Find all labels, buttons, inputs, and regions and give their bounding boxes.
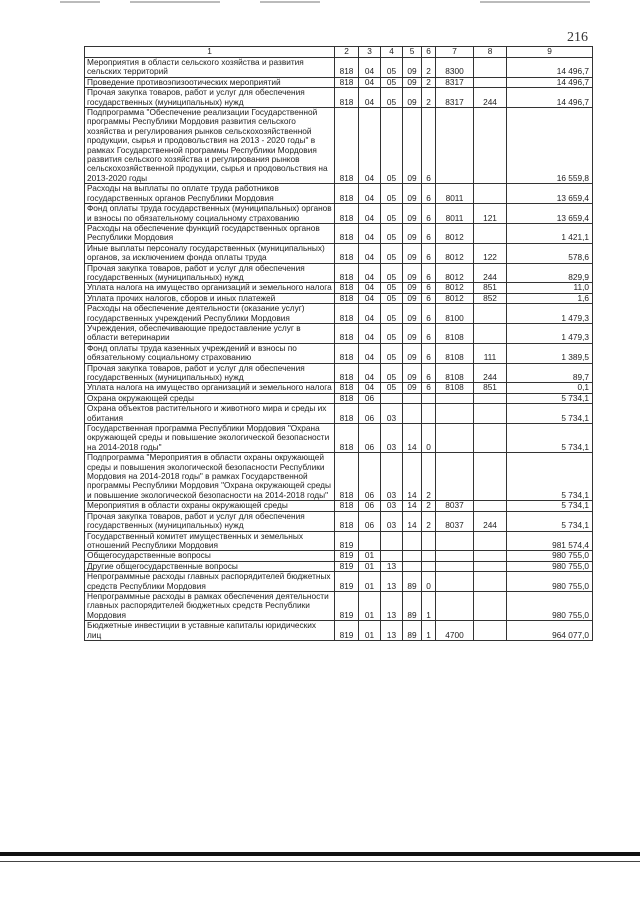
amount-cell: 980 755,0 [507, 591, 593, 620]
subprogram-cell: 2 [422, 58, 436, 78]
table-row [85, 77, 593, 87]
subsection-cell [381, 551, 403, 561]
subsection-cell: 05 [381, 263, 403, 283]
subsection-cell: 05 [381, 108, 403, 184]
amount-cell: 14 496,7 [507, 88, 593, 108]
amount-cell: 13 659,4 [507, 184, 593, 204]
table-row [85, 561, 593, 571]
table-row [85, 404, 593, 424]
row-name-cell: Охрана окружающей среды [85, 393, 335, 403]
section-cell: 04 [359, 363, 381, 383]
table-row [85, 572, 593, 592]
direction-cell: 8011 [436, 204, 474, 224]
program-cell: 09 [403, 223, 422, 243]
subprogram-cell: 6 [422, 223, 436, 243]
admin-code-cell: 818 [335, 77, 359, 87]
row-name-cell: Иные выплаты персоналу государственных (муниципальных) органов, за исключением фонда оплаты труда [85, 243, 335, 263]
column-header: 4 [381, 47, 403, 58]
subprogram-cell: 2 [422, 511, 436, 531]
table-row [85, 531, 593, 551]
expense-type-cell [474, 404, 507, 424]
subsection-cell: 03 [381, 453, 403, 501]
subsection-cell: 03 [381, 501, 403, 511]
amount-cell: 980 755,0 [507, 551, 593, 561]
section-cell: 06 [359, 511, 381, 531]
section-cell: 04 [359, 204, 381, 224]
expense-type-cell: 851 [474, 383, 507, 393]
amount-cell: 0,1 [507, 383, 593, 393]
subsection-cell [381, 393, 403, 403]
direction-cell [436, 591, 474, 620]
admin-code-cell: 818 [335, 404, 359, 424]
subprogram-cell: 2 [422, 88, 436, 108]
amount-cell: 1 479,3 [507, 323, 593, 343]
section-cell: 01 [359, 591, 381, 620]
row-name-cell: Фонд оплаты труда государственных (муниципальных) органов и взносы по обязательному социальному страхованию [85, 204, 335, 224]
row-name-cell: Уплата прочих налогов, сборов и иных платежей [85, 293, 335, 303]
program-cell: 09 [403, 184, 422, 204]
expense-type-cell [474, 304, 507, 324]
section-cell: 04 [359, 58, 381, 78]
admin-code-cell: 818 [335, 58, 359, 78]
subprogram-cell: 6 [422, 184, 436, 204]
subsection-cell: 05 [381, 184, 403, 204]
table-row [85, 58, 593, 78]
subsection-cell: 03 [381, 424, 403, 453]
subprogram-cell: 6 [422, 108, 436, 184]
amount-cell: 829,9 [507, 263, 593, 283]
subprogram-cell [422, 551, 436, 561]
program-cell: 89 [403, 591, 422, 620]
subsection-cell: 05 [381, 383, 403, 393]
table-row [85, 88, 593, 108]
section-cell: 01 [359, 621, 381, 641]
amount-cell: 5 734,1 [507, 393, 593, 403]
direction-cell: 8317 [436, 77, 474, 87]
page-number: 216 [567, 30, 588, 45]
subsection-cell: 05 [381, 223, 403, 243]
amount-cell: 1 421,1 [507, 223, 593, 243]
section-cell: 04 [359, 88, 381, 108]
subprogram-cell: 6 [422, 204, 436, 224]
expense-type-cell [474, 561, 507, 571]
column-header: 5 [403, 47, 422, 58]
admin-code-cell: 818 [335, 393, 359, 403]
subprogram-cell: 6 [422, 383, 436, 393]
program-cell: 09 [403, 77, 422, 87]
direction-cell [436, 561, 474, 571]
program-cell: 09 [403, 283, 422, 293]
subsection-cell: 05 [381, 243, 403, 263]
subsection-cell: 05 [381, 88, 403, 108]
program-cell: 89 [403, 572, 422, 592]
admin-code-cell: 819 [335, 572, 359, 592]
program-cell: 09 [403, 204, 422, 224]
table-row [85, 108, 593, 184]
amount-cell: 981 574,4 [507, 531, 593, 551]
table-row [85, 424, 593, 453]
row-name-cell: Подпрограмма "Мероприятия в области охраны окружающей среды и повышения экологической безопасности Республики Мордовия на 2014-2018 годы" в рамках Государственной программы Республики Мордовия "Охрана окружающей среды и повышение экологической безопасности на 2014-2018 годы" [85, 453, 335, 501]
admin-code-cell: 818 [335, 501, 359, 511]
expense-type-cell [474, 77, 507, 87]
direction-cell [436, 531, 474, 551]
table-row [85, 501, 593, 511]
program-cell: 09 [403, 108, 422, 184]
expense-type-cell: 111 [474, 343, 507, 363]
subprogram-cell [422, 404, 436, 424]
admin-code-cell: 818 [335, 453, 359, 501]
row-name-cell: Прочая закупка товаров, работ и услуг для обеспечения государственных (муниципальных) нужд [85, 511, 335, 531]
section-cell: 04 [359, 184, 381, 204]
subsection-cell: 13 [381, 572, 403, 592]
admin-code-cell: 818 [335, 293, 359, 303]
expense-type-cell: 244 [474, 363, 507, 383]
amount-cell: 16 559,8 [507, 108, 593, 184]
subsection-cell: 05 [381, 323, 403, 343]
amount-cell: 5 734,1 [507, 424, 593, 453]
program-cell: 89 [403, 621, 422, 641]
admin-code-cell: 818 [335, 223, 359, 243]
program-cell: 09 [403, 58, 422, 78]
budget-table [84, 46, 593, 641]
row-name-cell: Мероприятия в области охраны окружающей среды [85, 501, 335, 511]
admin-code-cell: 818 [335, 424, 359, 453]
bottom-rule-thin [0, 861, 640, 862]
table-row [85, 204, 593, 224]
row-name-cell: Расходы на обеспечение деятельности (оказание услуг) государственных учреждений Республики Мордовия [85, 304, 335, 324]
amount-cell: 5 734,1 [507, 511, 593, 531]
row-name-cell: Проведение противоэпизоотических мероприятий [85, 77, 335, 87]
subsection-cell: 05 [381, 77, 403, 87]
section-cell: 04 [359, 323, 381, 343]
section-cell: 01 [359, 572, 381, 592]
table-row [85, 184, 593, 204]
admin-code-cell: 818 [335, 204, 359, 224]
direction-cell: 8108 [436, 363, 474, 383]
direction-cell [436, 393, 474, 403]
admin-code-cell: 819 [335, 531, 359, 551]
expense-type-cell [474, 453, 507, 501]
expense-type-cell [474, 591, 507, 620]
direction-cell: 8012 [436, 263, 474, 283]
expense-type-cell [474, 184, 507, 204]
subprogram-cell: 6 [422, 343, 436, 363]
row-name-cell: Мероприятия в области сельского хозяйства и развития сельских территорий [85, 58, 335, 78]
direction-cell: 8300 [436, 58, 474, 78]
expense-type-cell: 122 [474, 243, 507, 263]
expense-type-cell [474, 621, 507, 641]
admin-code-cell: 818 [335, 263, 359, 283]
section-cell: 04 [359, 293, 381, 303]
direction-cell [436, 108, 474, 184]
program-cell: 09 [403, 293, 422, 303]
subprogram-cell: 2 [422, 77, 436, 87]
direction-cell [436, 551, 474, 561]
program-cell: 09 [403, 88, 422, 108]
subsection-cell: 05 [381, 293, 403, 303]
expense-type-cell: 244 [474, 263, 507, 283]
row-name-cell: Непрограммные расходы в рамках обеспечения деятельности главных распорядителей бюджетных средств Республики Мордовия [85, 591, 335, 620]
table-row [85, 453, 593, 501]
table-row [85, 621, 593, 641]
subprogram-cell: 0 [422, 424, 436, 453]
direction-cell: 8037 [436, 501, 474, 511]
subsection-cell: 05 [381, 283, 403, 293]
expense-type-cell [474, 501, 507, 511]
section-cell: 06 [359, 424, 381, 453]
admin-code-cell: 818 [335, 304, 359, 324]
program-cell: 09 [403, 323, 422, 343]
direction-cell: 8012 [436, 243, 474, 263]
row-name-cell: Уплата налога на имущество организаций и земельного налога [85, 383, 335, 393]
amount-cell: 1 389,5 [507, 343, 593, 363]
expense-type-cell [474, 58, 507, 78]
program-cell: 09 [403, 263, 422, 283]
subprogram-cell [422, 561, 436, 571]
admin-code-cell: 818 [335, 108, 359, 184]
section-cell: 04 [359, 283, 381, 293]
section-cell: 06 [359, 404, 381, 424]
expense-type-cell: 244 [474, 511, 507, 531]
amount-cell: 578,6 [507, 243, 593, 263]
subprogram-cell: 6 [422, 363, 436, 383]
admin-code-cell: 819 [335, 551, 359, 561]
direction-cell: 8108 [436, 343, 474, 363]
program-cell: 14 [403, 424, 422, 453]
subprogram-cell: 1 [422, 591, 436, 620]
section-cell: 01 [359, 561, 381, 571]
row-name-cell: Расходы на выплаты по оплате труда работников государственных органов Республики Мордовия [85, 184, 335, 204]
program-cell: 14 [403, 453, 422, 501]
section-cell [359, 531, 381, 551]
subprogram-cell: 6 [422, 243, 436, 263]
program-cell: 09 [403, 243, 422, 263]
table-row [85, 393, 593, 403]
subprogram-cell [422, 531, 436, 551]
program-cell [403, 393, 422, 403]
admin-code-cell: 818 [335, 511, 359, 531]
expense-type-cell [474, 531, 507, 551]
column-header: 3 [359, 47, 381, 58]
section-cell: 04 [359, 304, 381, 324]
expense-type-cell [474, 424, 507, 453]
subsection-cell [381, 531, 403, 551]
subsection-cell: 05 [381, 343, 403, 363]
row-name-cell: Расходы на обеспечение функций государственных органов Республики Мордовия [85, 223, 335, 243]
table-row [85, 223, 593, 243]
amount-cell: 5 734,1 [507, 501, 593, 511]
subsection-cell: 05 [381, 363, 403, 383]
subprogram-cell: 2 [422, 453, 436, 501]
row-name-cell: Государственный комитет имущественных и земельных отношений Республики Мордовия [85, 531, 335, 551]
admin-code-cell: 819 [335, 621, 359, 641]
amount-cell: 5 734,1 [507, 453, 593, 501]
section-cell: 04 [359, 108, 381, 184]
expense-type-cell [474, 223, 507, 243]
program-cell [403, 551, 422, 561]
program-cell: 14 [403, 511, 422, 531]
admin-code-cell: 819 [335, 561, 359, 571]
expense-type-cell: 244 [474, 88, 507, 108]
expense-type-cell [474, 393, 507, 403]
table-row [85, 343, 593, 363]
program-cell [403, 404, 422, 424]
direction-cell [436, 453, 474, 501]
program-cell: 14 [403, 501, 422, 511]
admin-code-cell: 818 [335, 243, 359, 263]
program-cell: 09 [403, 383, 422, 393]
admin-code-cell: 818 [335, 88, 359, 108]
direction-cell: 8012 [436, 283, 474, 293]
admin-code-cell: 818 [335, 184, 359, 204]
row-name-cell: Другие общегосударственные вопросы [85, 561, 335, 571]
program-cell: 09 [403, 304, 422, 324]
section-cell: 04 [359, 243, 381, 263]
direction-cell: 8011 [436, 184, 474, 204]
section-cell: 06 [359, 393, 381, 403]
column-header: 6 [422, 47, 436, 58]
admin-code-cell: 818 [335, 323, 359, 343]
row-name-cell: Подпрограмма "Обеспечение реализации Государственной программы Республики Мордовия развития сельского хозяйства и регулирования рынков сельскохозяйственной продукции, сырья и продовольствия на 2013 - 2020 годы" в рамках Государственной программы Республики Мордовия развития сельского хозяйства и регулирования рынков сельскохозяйственной продукции, сырья и продовольствия на 2013-2020 годы [85, 108, 335, 184]
column-header: 2 [335, 47, 359, 58]
direction-cell: 4700 [436, 621, 474, 641]
amount-cell: 5 734,1 [507, 404, 593, 424]
direction-cell: 8317 [436, 88, 474, 108]
direction-cell: 8108 [436, 323, 474, 343]
amount-cell: 1 479,3 [507, 304, 593, 324]
table-row [85, 304, 593, 324]
row-name-cell: Прочая закупка товаров, работ и услуг для обеспечения государственных (муниципальных) нужд [85, 88, 335, 108]
bottom-rule [0, 852, 640, 856]
amount-cell: 980 755,0 [507, 572, 593, 592]
section-cell: 04 [359, 383, 381, 393]
direction-cell: 8037 [436, 511, 474, 531]
admin-code-cell: 819 [335, 591, 359, 620]
row-name-cell: Уплата налога на имущество организаций и земельного налога [85, 283, 335, 293]
program-cell: 09 [403, 343, 422, 363]
subsection-cell: 13 [381, 621, 403, 641]
admin-code-cell: 818 [335, 383, 359, 393]
expense-type-cell: 851 [474, 283, 507, 293]
table-body [85, 58, 593, 641]
scan-top-edge [60, 0, 580, 4]
expense-type-cell: 852 [474, 293, 507, 303]
amount-cell: 11,0 [507, 283, 593, 293]
direction-cell [436, 404, 474, 424]
row-name-cell: Бюджетные инвестиции в уставные капиталы юридических лиц [85, 621, 335, 641]
table-row [85, 323, 593, 343]
row-name-cell: Прочая закупка товаров, работ и услуг для обеспечения государственных (муниципальных) нужд [85, 263, 335, 283]
subsection-cell: 05 [381, 304, 403, 324]
subsection-cell: 03 [381, 511, 403, 531]
section-cell: 04 [359, 343, 381, 363]
expense-type-cell [474, 551, 507, 561]
amount-cell: 14 496,7 [507, 77, 593, 87]
table-row [85, 363, 593, 383]
admin-code-cell: 818 [335, 343, 359, 363]
subprogram-cell: 6 [422, 283, 436, 293]
subprogram-cell: 6 [422, 323, 436, 343]
expense-type-cell [474, 108, 507, 184]
row-name-cell: Государственная программа Республики Мордовия "Охрана окружающей среды и повышение экологической безопасности на 2014-2018 годы" [85, 424, 335, 453]
column-header: 7 [436, 47, 474, 58]
subprogram-cell: 6 [422, 293, 436, 303]
program-cell [403, 531, 422, 551]
subprogram-cell: 2 [422, 501, 436, 511]
section-cell: 04 [359, 263, 381, 283]
amount-cell: 964 077,0 [507, 621, 593, 641]
subprogram-cell: 6 [422, 304, 436, 324]
subprogram-cell: 6 [422, 263, 436, 283]
row-name-cell: Охрана объектов растительного и животного мира и среды их обитания [85, 404, 335, 424]
subsection-cell: 03 [381, 404, 403, 424]
section-cell: 06 [359, 453, 381, 501]
table-row [85, 263, 593, 283]
direction-cell: 8108 [436, 383, 474, 393]
table-row [85, 551, 593, 561]
section-cell: 01 [359, 551, 381, 561]
row-name-cell: Непрограммные расходы главных распорядителей бюджетных средств Республики Мордовия [85, 572, 335, 592]
expense-type-cell [474, 572, 507, 592]
row-name-cell: Прочая закупка товаров, работ и услуг для обеспечения государственных (муниципальных) нужд [85, 363, 335, 383]
direction-cell: 8100 [436, 304, 474, 324]
subsection-cell: 13 [381, 591, 403, 620]
amount-cell: 13 659,4 [507, 204, 593, 224]
column-header: 1 [85, 47, 335, 58]
amount-cell: 1,6 [507, 293, 593, 303]
section-cell: 06 [359, 501, 381, 511]
direction-cell: 8012 [436, 293, 474, 303]
subprogram-cell: 0 [422, 572, 436, 592]
amount-cell: 980 755,0 [507, 561, 593, 571]
direction-cell [436, 572, 474, 592]
row-name-cell: Фонд оплаты труда казенных учреждений и взносы по обязательному социальному страхованию [85, 343, 335, 363]
row-name-cell: Общегосударственные вопросы [85, 551, 335, 561]
amount-cell: 89,7 [507, 363, 593, 383]
expense-type-cell: 121 [474, 204, 507, 224]
direction-cell [436, 424, 474, 453]
table-row [85, 511, 593, 531]
table-row [85, 293, 593, 303]
expense-type-cell [474, 323, 507, 343]
subsection-cell: 05 [381, 58, 403, 78]
program-cell [403, 561, 422, 571]
column-header: 9 [507, 47, 593, 58]
table-row [85, 243, 593, 263]
column-header-row [85, 47, 593, 58]
admin-code-cell: 818 [335, 363, 359, 383]
table-row [85, 283, 593, 293]
section-cell: 04 [359, 77, 381, 87]
amount-cell: 14 496,7 [507, 58, 593, 78]
subprogram-cell: 1 [422, 621, 436, 641]
subsection-cell: 05 [381, 204, 403, 224]
subprogram-cell [422, 393, 436, 403]
table-row [85, 591, 593, 620]
row-name-cell: Учреждения, обеспечивающие предоставление услуг в области ветеринарии [85, 323, 335, 343]
direction-cell: 8012 [436, 223, 474, 243]
table-row [85, 383, 593, 393]
section-cell: 04 [359, 223, 381, 243]
subsection-cell: 13 [381, 561, 403, 571]
admin-code-cell: 818 [335, 283, 359, 293]
column-header: 8 [474, 47, 507, 58]
program-cell: 09 [403, 363, 422, 383]
